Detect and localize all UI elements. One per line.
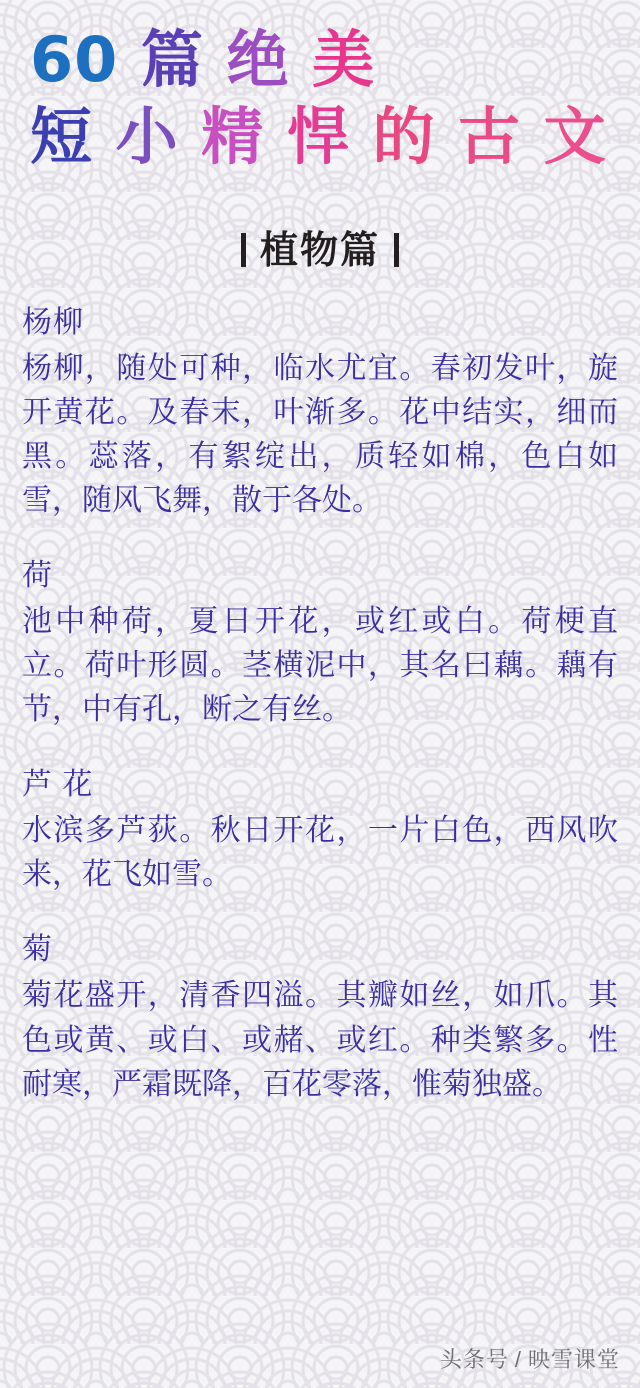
article-item [22, 762, 618, 897]
title-char: 绝 [226, 23, 290, 96]
title-char: 精 [201, 100, 265, 174]
article-heading: 荷 [22, 558, 53, 592]
title-char: 古 [458, 100, 522, 174]
poster-title [22, 0, 618, 173]
watermark-separator: / [514, 1347, 522, 1372]
title-char: 悍 [286, 100, 350, 174]
title-char: 60 [30, 23, 119, 96]
article-heading: 芦 花 [22, 768, 94, 802]
watermark-account: 映雪课堂 [527, 1347, 620, 1372]
article-heading: 杨柳 [22, 305, 84, 339]
title-line-1 [22, 24, 618, 95]
title-char: 文 [543, 100, 607, 174]
section-heading [22, 219, 618, 274]
divider-bar-left [241, 233, 246, 267]
watermark [440, 1343, 620, 1374]
article-body: 菊花盛开，清香四溢。其瓣如丝，如爪。其色或黄、或白、或赭、或红。种类繁多。性耐寒，严霜既降，百花零落，惟菊独盛。 [22, 979, 618, 1101]
title-char: 的 [372, 100, 436, 174]
title-char: 小 [115, 100, 179, 174]
title-char: 短 [30, 100, 94, 174]
article-body: 杨柳，随处可种，临水尤宜。春初发叶，旋开黄花。及春末，叶渐多。花中结实，细而黑。蕊落，有絮绽出，质轻如棉，色白如雪，随风飞舞，散于各处。 [22, 351, 618, 517]
article-item [22, 300, 618, 523]
divider-bar-right [394, 233, 399, 267]
watermark-prefix: 头条号 [439, 1347, 509, 1372]
article-item [22, 553, 618, 732]
section-heading-label: 植物篇 [259, 229, 380, 272]
article-body: 水滨多芦荻。秋日开花，一片白色，西风吹来，花飞如雪。 [22, 814, 618, 892]
title-char: 篇 [140, 23, 204, 96]
article-body: 池中种荷，夏日开花，或红或白。荷梗直立。荷叶形圆。茎横泥中，其名曰藕。藕有节，中有孔，断之有丝。 [22, 604, 618, 727]
article-heading: 菊 [22, 933, 53, 967]
title-char: 美 [312, 23, 376, 96]
title-line-2 [22, 101, 618, 172]
article-item [22, 927, 618, 1106]
